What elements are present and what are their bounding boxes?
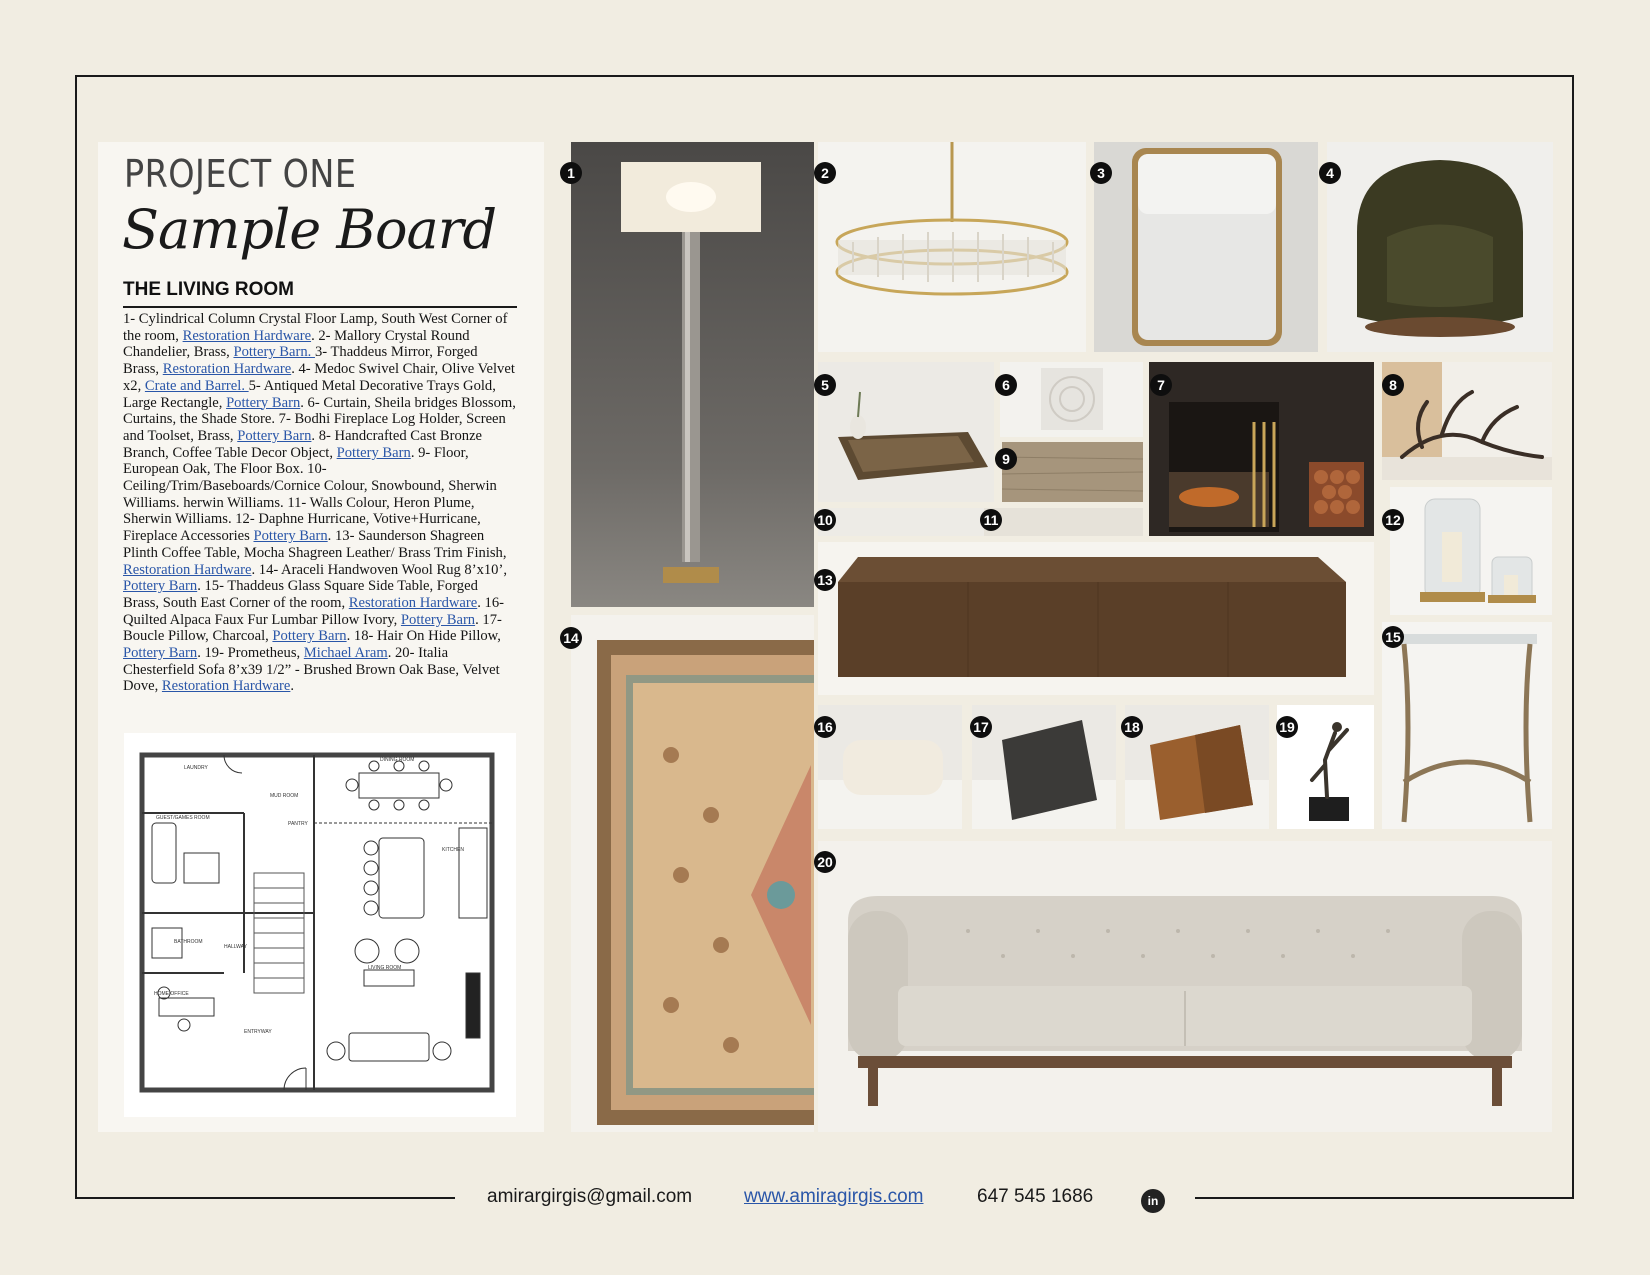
badge-4: 4	[1319, 162, 1341, 184]
description-text: . 14- Araceli Handwoven Wool Rug 8’x10’,	[251, 561, 507, 578]
image-curtain-swatch	[1000, 362, 1143, 437]
image-wood-floor	[1002, 442, 1143, 502]
item-description	[123, 311, 517, 695]
retailer-link[interactable]: Restoration Hardware	[182, 327, 312, 344]
retailer-link[interactable]: Pottery Barn	[123, 578, 198, 595]
badge-13: 13	[814, 569, 836, 591]
retailer-link[interactable]: Pottery Barn	[226, 394, 301, 411]
image-boucle-pillow	[972, 705, 1116, 829]
fp-laundry-label: LAUNDRY	[184, 765, 208, 771]
badge-5: 5	[814, 374, 836, 396]
footer-email[interactable]: amirargirgis@gmail.com	[487, 1186, 693, 1207]
title-sample-board: Sample Board	[122, 198, 497, 261]
description-text: . 9- Floor, European Oak, The Floor Box. 10- Ceiling/Trim/Baseboards/Cornice Colour, Snowbound, Sherwin Williams. herwin Williams. 11- Walls Colour, Heron Plume, Sherwin Williams. 12- Daphne Hurricane, Votive+Hurricane, Fireplace Accessories	[123, 444, 497, 545]
description-text: . 18- Hair On Hide Pillow,	[346, 628, 501, 645]
retailer-link[interactable]: Pottery Barn	[237, 427, 312, 444]
description-text: .	[290, 678, 295, 695]
description-text: . 19- Prometheus,	[197, 645, 304, 662]
fp-hallway-label: HALLWAY	[224, 944, 247, 950]
image-lumbar-pillow	[818, 705, 962, 829]
description-text: . 13- Saunderson Shagreen Plinth Coffee Table, Mocha Shagreen Leather/ Brass Trim Finish,	[123, 528, 507, 561]
badge-15: 15	[1382, 626, 1404, 648]
retailer-link[interactable]: Pottery Barn	[272, 628, 347, 645]
badge-10: 10	[814, 509, 836, 531]
fp-guest-room-label: GUEST/GAMES ROOM	[156, 815, 210, 821]
floor-plan	[124, 733, 516, 1117]
description-text: . 8- Handcrafted Cast Bronze Branch, Coffee Table Decor Object,	[123, 427, 483, 461]
retailer-link[interactable]: Pottery Barn	[400, 611, 476, 628]
description-text: . 15- Thaddeus Glass Square Side Table, Forged Brass, South East Corner of the room,	[123, 578, 478, 611]
retailer-link[interactable]: Pottery Barn	[253, 528, 328, 545]
retailer-link[interactable]: Crate and Barrel.	[144, 377, 249, 394]
fp-kitchen-label: KITCHEN	[442, 847, 464, 853]
image-bronze-branch	[1382, 362, 1552, 480]
badge-12: 12	[1382, 509, 1404, 531]
image-fireplace	[1149, 362, 1374, 536]
description-text: . 16- Quilted Alpaca Faux Fur Lumbar Pillow Ivory,	[123, 594, 505, 628]
badge-18: 18	[1121, 716, 1143, 738]
section-heading: THE LIVING ROOM	[123, 279, 517, 308]
description-text: . 20- Italia Chesterfield Sofa 8’x39 1/2” - Brushed Brown Oak Base, Velvet Dove,	[123, 645, 500, 695]
badge-3: 3	[1090, 162, 1112, 184]
description-text: . 2- Mallory Crystal Round Chandelier, Brass,	[123, 327, 470, 361]
retailer-link[interactable]: Michael Aram	[303, 645, 388, 662]
retailer-link[interactable]: Pottery Barn	[123, 645, 198, 662]
image-coffee-table	[818, 542, 1374, 695]
image-side-table	[1382, 622, 1552, 829]
retailer-link[interactable]: Restoration Hardware	[348, 594, 478, 611]
badge-9: 9	[995, 448, 1017, 470]
image-rug	[571, 615, 814, 1132]
badge-7: 7	[1150, 374, 1172, 396]
fp-bathroom-label: BATHROOM	[174, 939, 203, 945]
image-hide-pillow	[1125, 705, 1269, 829]
image-trays	[818, 362, 994, 502]
retailer-link[interactable]: Pottery Barn	[336, 444, 411, 461]
retailer-link[interactable]: Pottery Barn.	[233, 344, 315, 361]
badge-20: 20	[814, 851, 836, 873]
badge-19: 19	[1276, 716, 1298, 738]
image-swivel-chair	[1327, 142, 1553, 352]
footer-website[interactable]	[744, 1186, 923, 1208]
description-text: 5- Antiqued Metal Decorative Trays Gold, Large Rectangle,	[123, 377, 496, 411]
fp-entryway-label: ENTRYWAY	[244, 1029, 272, 1035]
description-text: . 17- Boucle Pillow, Charcoal,	[123, 611, 502, 645]
retailer-link[interactable]: Restoration Hardware	[162, 361, 292, 378]
description-text: . 4- Medoc Swivel Chair, Olive Velvet x2,	[123, 361, 515, 394]
badge-1: 1	[560, 162, 582, 184]
badge-2: 2	[814, 162, 836, 184]
image-floor-lamp	[571, 142, 814, 607]
image-hurricanes	[1390, 487, 1552, 615]
retailer-link[interactable]: Restoration Hardware	[123, 561, 252, 578]
description-text: 1- Cylindrical Column Crystal Floor Lamp, South West Corner of the room,	[123, 311, 508, 344]
fp-pantry-label: PANTRY	[288, 821, 308, 827]
footer-phone: 647 545 1686	[977, 1186, 1094, 1207]
badge-14: 14	[560, 627, 582, 649]
description-text: . 6- Curtain, Sheila bridges Blossom, Curtains, the Shade Store. 7- Bodhi Fireplace Log Holder, Screen and Toolset, Brass,	[123, 394, 516, 444]
image-mirror	[1094, 142, 1318, 352]
fp-mud-room-label: MUD ROOM	[270, 793, 299, 799]
image-ceiling-colour	[818, 508, 984, 536]
fp-home-office-label: HOME OFFICE	[154, 991, 189, 997]
fp-living-room-label: LIVING ROOM	[368, 965, 402, 971]
badge-17: 17	[970, 716, 992, 738]
badge-8: 8	[1382, 374, 1404, 396]
image-sofa	[818, 841, 1552, 1132]
linkedin-icon[interactable]: in	[1141, 1189, 1165, 1213]
title-project-one: PROJECT ONE	[124, 152, 357, 196]
badge-11: 11	[980, 509, 1002, 531]
image-wall-colour	[984, 508, 1143, 536]
badge-16: 16	[814, 716, 836, 738]
image-chandelier	[818, 142, 1086, 352]
footer-website-link[interactable]: www.amiragirgis.com	[744, 1186, 924, 1207]
badge-6: 6	[995, 374, 1017, 396]
retailer-link[interactable]: Restoration Hardware	[161, 678, 291, 695]
description-text: 3- Thaddeus Mirror, Forged Brass,	[123, 344, 478, 378]
fp-dining-room-label: DINING ROOM	[380, 757, 415, 763]
